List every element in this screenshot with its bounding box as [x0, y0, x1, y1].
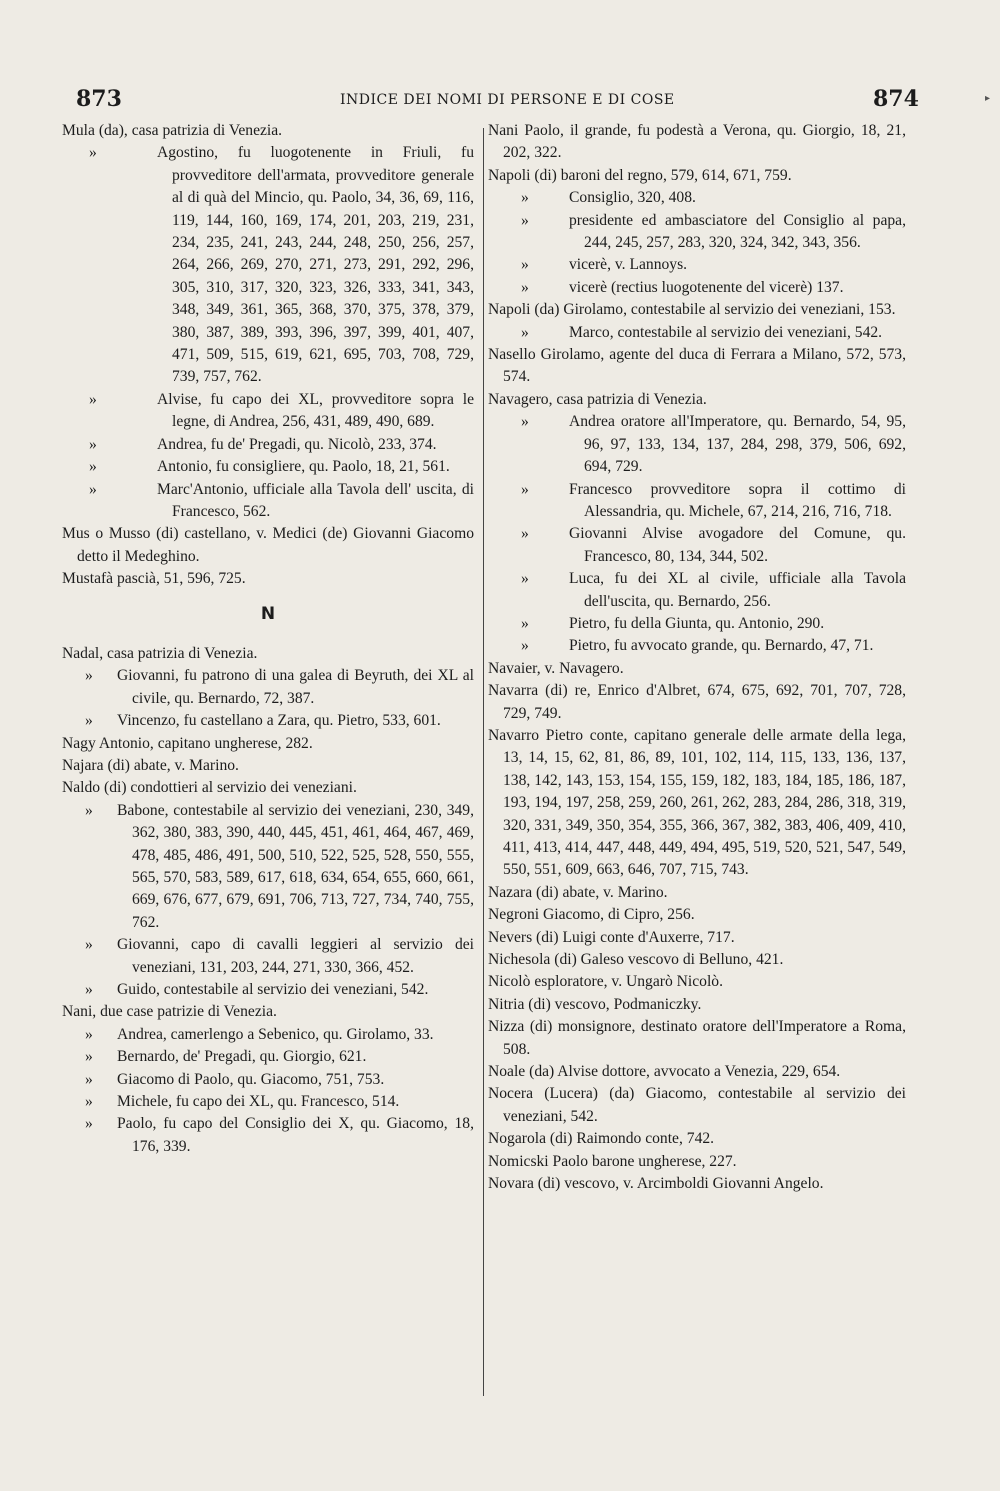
entry-text: Nichesola (di) Galeso vescovo di Belluno, 421. [488, 951, 784, 969]
index-entry [488, 1173, 906, 1195]
ditto-mark: » [521, 256, 529, 274]
index-subentry [62, 1046, 474, 1068]
index-subentry [62, 800, 474, 934]
index-subentry [488, 277, 906, 299]
index-subentry [62, 665, 474, 710]
ditto-mark: » [521, 189, 529, 207]
index-entry [488, 1083, 906, 1128]
index-subentry [62, 389, 474, 434]
index-entry [488, 1061, 906, 1083]
left-page-number: 873 [76, 86, 122, 112]
entry-text: Mula (da), casa patrizia di Venezia. [62, 122, 283, 139]
ditto-mark: » [521, 480, 529, 498]
ditto-mark: » [521, 278, 529, 296]
entry-text: Antonio, fu consigliere, qu. Paolo, 18, 21, 561. [157, 458, 450, 476]
entry-text: Novara (di) vescovo, v. Arcimboldi Giovanni Angelo. [488, 1175, 824, 1193]
index-subentry [62, 1024, 474, 1046]
entry-text: Giovanni, capo di cavalli leggieri al servizio dei veneziani, 131, 203, 244, 271, 330, 366, 452. [117, 936, 474, 976]
index-entry [488, 927, 906, 949]
index-entry [488, 882, 906, 904]
index-entry [488, 299, 906, 321]
index-entry [488, 1151, 906, 1173]
ditto-mark: » [85, 801, 93, 819]
index-entry [488, 389, 906, 411]
entry-text: Napoli (di) baroni del regno, 579, 614, 671, 759. [488, 166, 792, 184]
entry-text: Nitria (di) vescovo, Podmaniczky. [488, 995, 702, 1013]
entry-text: Navaier, v. Navagero. [488, 659, 624, 677]
entry-text: Giovanni, fu patrono di una galea di Beyruth, dei XL al civile, qu. Bernardo, 72, 387. [117, 667, 474, 707]
ditto-mark: » [85, 1115, 93, 1133]
ditto-mark: » [521, 323, 529, 341]
entry-text: Nadal, casa patrizia di Venezia. [62, 644, 258, 662]
index-entry [488, 904, 906, 926]
index-subentry [488, 613, 906, 635]
entry-text: Bernardo, de' Pregadi, qu. Giorgio, 621. [117, 1048, 367, 1066]
entry-text: Navarro Pietro conte, capitano generale delle armate della lega, 13, 14, 15, 62, 81, 86, 89, 101, 102, 114, 115, 133, 136, 137, 138, 142, 143, 153, 154, 155, 159, 182, 183, 184, 185, 186, 187, 193, 194, 197, 258, 259, 260, 261, 262, 283, 284, 286, 318, 319, 320, 331, 349, 350, 354, 355, 366, 367, 382, 383, 406, 409, 410, 411, 413, 414, 447, 448, 449, 494, 495, 519, 520, 521, 547, 549, 550, 551, 609, 663, 646, 707, 715, 743. [488, 726, 906, 879]
entry-text: Nagy Antonio, capitano ungherese, 282. [62, 734, 313, 752]
entry-text: Francesco provveditore sopra il cottimo di Alessandria, qu. Michele, 67, 214, 216, 716, 718. [569, 480, 906, 520]
ditto-mark: » [521, 525, 529, 543]
entry-text: Michele, fu capo dei XL, qu. Francesco, 514. [117, 1093, 400, 1111]
index-subentry [62, 1091, 474, 1113]
index-subentry [488, 254, 906, 276]
left-index-column [62, 120, 474, 1158]
index-entry [62, 777, 474, 799]
ditto-mark: » [85, 981, 93, 999]
index-subentry [488, 210, 906, 255]
entry-text: Nevers (di) Luigi conte d'Auxerre, 717. [488, 928, 735, 946]
entry-text: Andrea, fu de' Pregadi, qu. Nicolò, 233, 374. [157, 435, 437, 453]
entry-text: Pietro, fu della Giunta, qu. Antonio, 290. [569, 614, 825, 632]
entry-text: vicerè, v. Lannoys. [569, 256, 688, 274]
index-subentry [62, 1113, 474, 1158]
entry-text: Navagero, casa patrizia di Venezia. [488, 390, 707, 408]
running-title: INDICE DEI NOMI DI PERSONE E DI COSE [340, 92, 675, 108]
index-subentry [62, 979, 474, 1001]
index-subentry [62, 934, 474, 979]
entry-text: Andrea, camerlengo a Sebenico, qu. Girolamo, 33. [117, 1025, 434, 1043]
entry-text: vicerè (rectius luogotenente del vicerè) 137. [569, 278, 844, 296]
index-entry [62, 120, 474, 142]
index-subentry [488, 322, 906, 344]
margin-mark: ▸ [985, 93, 991, 104]
index-entry [488, 971, 906, 993]
entry-text: Guido, contestabile al servizio dei veneziani, 542. [117, 981, 429, 999]
ditto-mark: » [89, 390, 97, 408]
ditto-mark: » [85, 712, 93, 730]
entry-text: Giovanni Alvise avogadore del Comune, qu. Francesco, 80, 134, 344, 502. [569, 525, 906, 565]
entry-text: Nomicski Paolo barone ungherese, 227. [488, 1152, 737, 1170]
index-entry [62, 568, 474, 590]
right-page-number: 874 [873, 86, 919, 112]
index-entry [488, 1016, 906, 1061]
entry-text: Nazara (di) abate, v. Marino. [488, 883, 668, 901]
entry-text: Agostino, fu luogotenente in Friuli, fu provveditore dell'armata, provveditore generale al di quà del Mincio, qu. Paolo, 34, 36, 69, 116, 119, 144, 160, 169, 174, 201, 203, 219, 231, 234, 235, 241, 243, 244, 248, 250, 256, 257, 264, 266, 269, 270, 271, 273, 291, 292, 296, 305, 310, 317, 320, 323, 326, 333, 341, 343, 348, 349, 361, 365, 368, 370, 375, 378, 379, 380, 387, 389, 393, 396, 397, 399, 401, 407, 471, 509, 515, 619, 621, 695, 703, 708, 729, 739, 757, 762. [157, 144, 474, 386]
entry-text: Napoli (da) Girolamo, contestabile al servizio dei veneziani, 153. [488, 301, 896, 319]
entry-text: Marco, contestabile al servizio dei veneziani, 542. [569, 323, 883, 341]
ditto-mark: » [521, 637, 529, 655]
index-entry [488, 120, 906, 165]
entry-text: Babone, contestabile al servizio dei veneziani, 230, 349, 362, 380, 383, 390, 440, 445, 451, 461, 464, 467, 469, 478, 485, 486, 491, 500, 510, 522, 525, 528, 550, 555, 565, 570, 583, 589, 617, 618, 634, 654, 655, 660, 661, 669, 676, 677, 679, 691, 706, 713, 727, 734, 740, 755, 762. [117, 801, 474, 931]
index-subentry [62, 456, 474, 478]
entry-text: Nani Paolo, il grande, fu podestà a Verona, qu. Giorgio, 18, 21, 202, 322. [488, 122, 906, 162]
ditto-mark: » [521, 413, 529, 431]
entry-text: Nicolò esploratore, v. Ungarò Nicolò. [488, 973, 723, 991]
index-subentry [488, 635, 906, 657]
column-divider [483, 128, 484, 1396]
right-index-column [488, 120, 906, 1196]
index-entry [62, 733, 474, 755]
entry-text: Noale (da) Alvise dottore, avvocato a Venezia, 229, 654. [488, 1063, 841, 1081]
index-entry [62, 643, 474, 665]
index-entry [488, 344, 906, 389]
index-entry [488, 658, 906, 680]
entry-text: Navarra (di) re, Enrico d'Albret, 674, 675, 692, 701, 707, 728, 729, 749. [488, 682, 906, 722]
ditto-mark: » [89, 458, 97, 476]
entry-text: Paolo, fu capo del Consiglio dei X, qu. Giacomo, 18, 176, 339. [117, 1115, 474, 1155]
entry-text: Naldo (di) condottieri al servizio dei veneziani. [62, 779, 357, 797]
entry-text: Andrea oratore all'Imperatore, qu. Bernardo, 54, 95, 96, 97, 133, 134, 137, 284, 298, 379, 506, 692, 694, 729. [569, 413, 906, 476]
entry-text: Marc'Antonio, ufficiale alla Tavola dell' uscita, di Francesco, 562. [157, 480, 474, 520]
index-subentry [62, 142, 474, 388]
entry-text: Giacomo di Paolo, qu. Giacomo, 751, 753. [117, 1070, 385, 1088]
entry-text: Mus o Musso (di) castellano, v. Medici (de) Giovanni Giacomo detto il Medeghino. [62, 525, 474, 565]
index-subentry [488, 523, 906, 568]
index-entry [488, 949, 906, 971]
ditto-mark: » [521, 614, 529, 632]
index-subentry [488, 187, 906, 209]
index-entry [62, 1001, 474, 1023]
index-subentry [62, 1069, 474, 1091]
ditto-mark: » [89, 435, 97, 453]
entry-text: Pietro, fu avvocato grande, qu. Bernardo, 47, 71. [569, 637, 874, 655]
entry-text: Nani, due case patrizie di Venezia. [62, 1003, 277, 1021]
ditto-mark: » [521, 570, 529, 588]
index-entry [488, 680, 906, 725]
entry-text: Negroni Giacomo, di Cipro, 256. [488, 906, 695, 924]
entry-text: Vincenzo, fu castellano a Zara, qu. Pietro, 533, 601. [117, 712, 441, 730]
entry-text: presidente ed ambasciatore del Consiglio al papa, 244, 245, 257, 283, 320, 324, 342, 343, 356. [569, 211, 906, 252]
entry-text: Mustafà pascià, 51, 596, 725. [62, 570, 246, 588]
section-letter: N [260, 603, 276, 624]
index-subentry [488, 479, 906, 524]
index-entry [62, 523, 474, 568]
index-entry [488, 725, 906, 882]
ditto-mark: » [85, 667, 93, 685]
running-header [0, 86, 1000, 116]
index-subentry [488, 411, 906, 478]
entry-text: Luca, fu dei XL al civile, ufficiale alla Tavola dell'uscita, qu. Bernardo, 256. [569, 570, 906, 610]
entry-text: Nasello Girolamo, agente del duca di Ferrara a Milano, 572, 573, 574. [488, 346, 906, 386]
ditto-mark: » [85, 1025, 93, 1043]
ditto-mark: » [89, 144, 97, 162]
entry-text: Nogarola (di) Raimondo conte, 742. [488, 1130, 715, 1148]
entry-text: Najara (di) abate, v. Marino. [62, 756, 239, 774]
ditto-mark: » [85, 1048, 93, 1066]
entry-text: Nocera (Lucera) (da) Giacomo, contestabile al servizio dei veneziani, 542. [488, 1085, 906, 1125]
index-entry [62, 755, 474, 777]
index-subentry [62, 710, 474, 732]
entry-text: Alvise, fu capo dei XL, provveditore sopra le legne, di Andrea, 256, 431, 489, 490, 689. [157, 390, 474, 431]
ditto-mark: » [85, 1070, 93, 1088]
index-subentry [62, 479, 474, 524]
ditto-mark: » [85, 1093, 93, 1111]
index-entry [488, 1128, 906, 1150]
index-subentry [62, 434, 474, 456]
ditto-mark: » [521, 211, 529, 229]
index-subentry [488, 568, 906, 613]
index-entry [488, 994, 906, 1016]
entry-text: Nizza (di) monsignore, destinato oratore dell'Imperatore a Roma, 508. [488, 1018, 906, 1058]
index-entry [488, 165, 906, 187]
ditto-mark: » [89, 480, 97, 498]
entry-text: Consiglio, 320, 408. [569, 189, 696, 207]
ditto-mark: » [85, 936, 93, 954]
